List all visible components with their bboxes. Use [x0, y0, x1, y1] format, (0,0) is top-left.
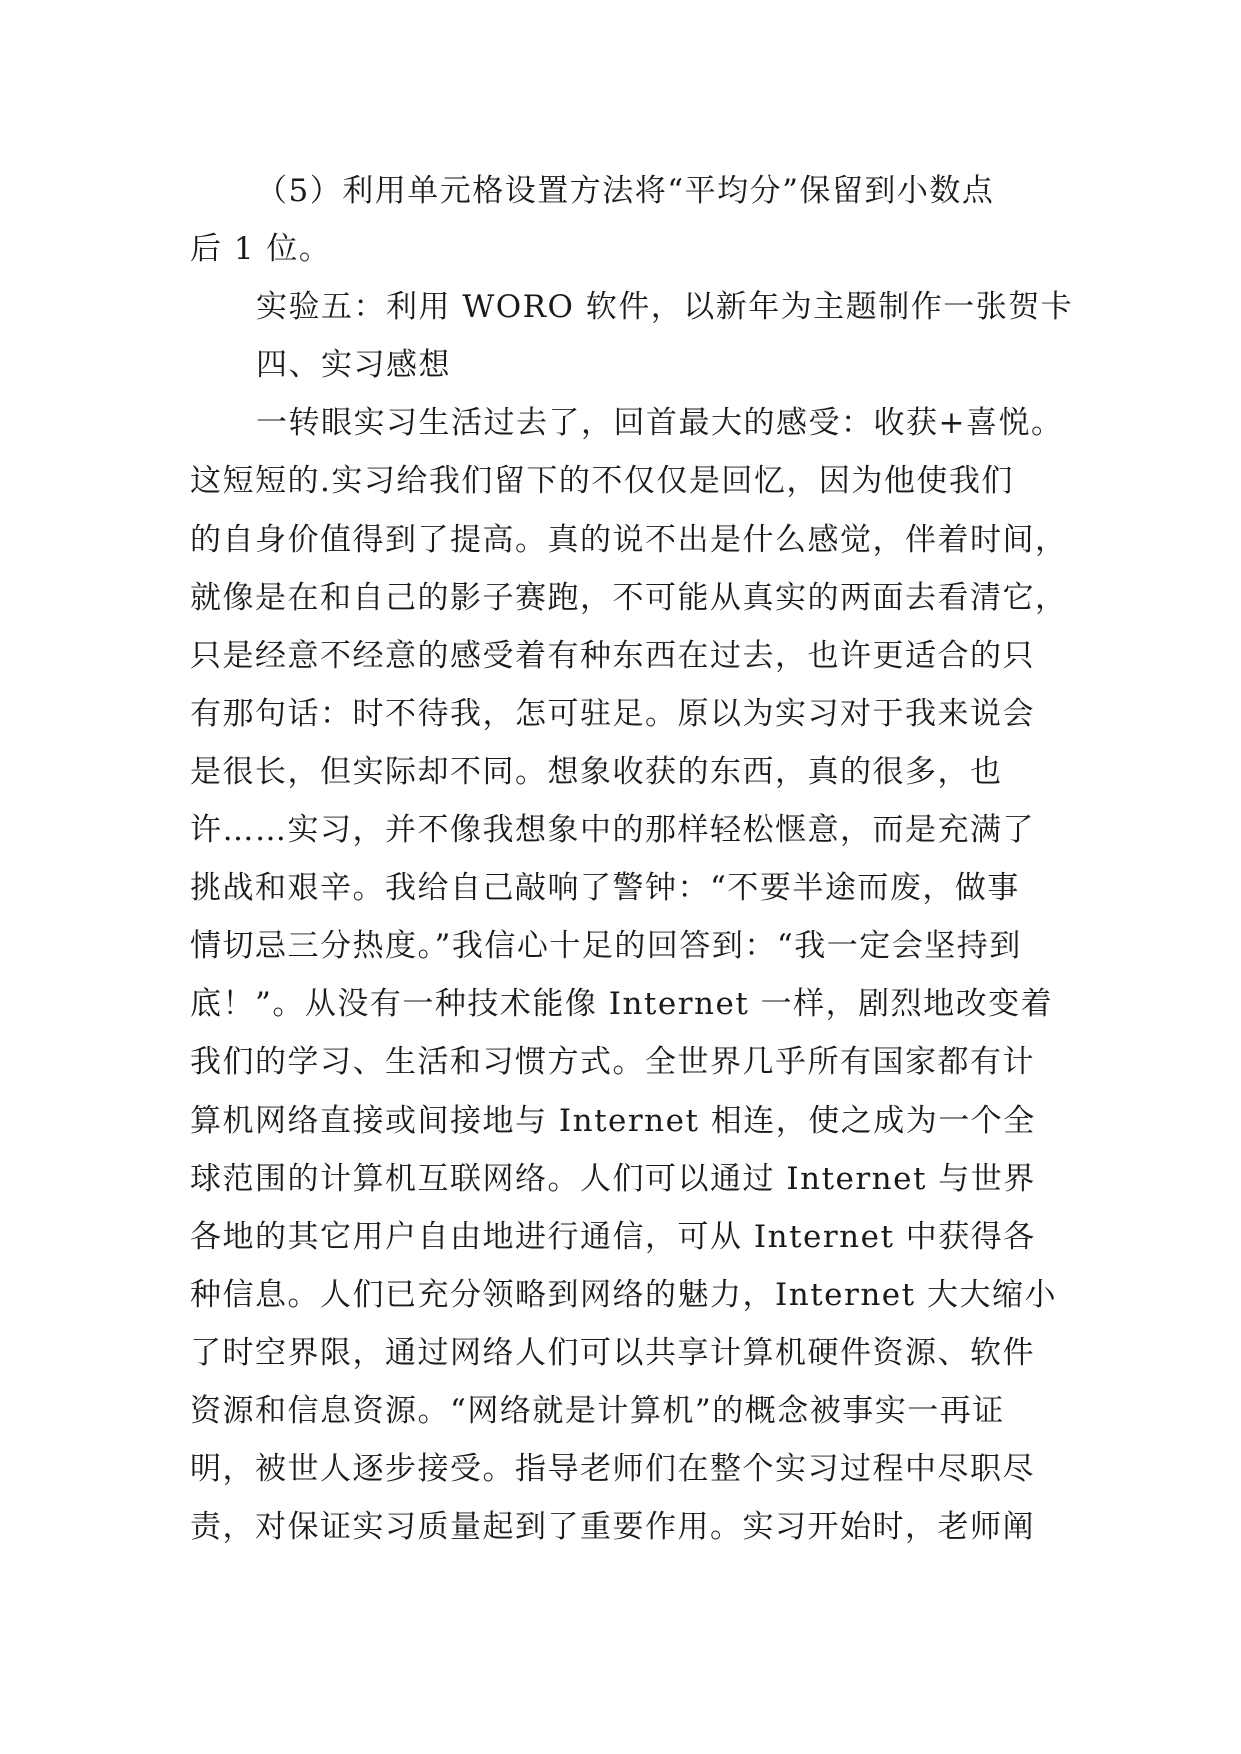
body-line: 是很长，但实际却不同。想象收获的东西，真的很多，也: [190, 753, 1003, 790]
body-line: 一转眼实习生活过去了，回首最大的感受：收获+喜悦。: [256, 405, 1064, 442]
body-line: 资源和信息资源。“网络就是计算机”的概念被事实一再证: [190, 1392, 1005, 1429]
body-line: 各地的其它用户自由地进行通信，可从 Internet 中获得各: [190, 1218, 1036, 1255]
paragraph-item-5-line-1: （5）利用单元格设置方法将“平均分”保留到小数点: [256, 173, 995, 209]
body-line: 我们的学习、生活和习惯方式。全世界几乎所有国家都有计: [190, 1044, 1035, 1081]
body-line: 就像是在和自己的影子赛跑，不可能从真实的两面去看清它，: [190, 579, 1068, 616]
section-heading: 四、实习感想: [256, 347, 451, 384]
body-line: 底！”。从没有一种技术能像 Internet 一样，剧烈地改变着: [190, 986, 1054, 1023]
body-line: 这短短的.实习给我们留下的不仅仅是回忆，因为他使我们: [190, 463, 1014, 500]
body-line: 有那句话：时不待我，怎可驻足。原以为实习对于我来说会: [190, 695, 1035, 732]
body-line: 了时空界限，通过网络人们可以共享计算机硬件资源、软件: [190, 1334, 1035, 1371]
body-line: 只是经意不经意的感受着有种东西在过去，也许更适合的只: [190, 637, 1035, 674]
experiment-five-line: 实验五：利用 WORO 软件，以新年为主题制作一张贺卡: [256, 289, 1074, 326]
body-line: 挑战和艰辛。我给自己敲响了警钟：“不要半途而废，做事: [190, 870, 1020, 907]
body-line: 许……实习，并不像我想象中的那样轻松惬意，而是充满了: [190, 812, 1035, 849]
body-line: 算机网络直接或间接地与 Internet 相连，使之成为一个全: [190, 1102, 1036, 1139]
body-line: 责，对保证实习质量起到了重要作用。实习开始时，老师阐: [190, 1509, 1035, 1546]
body-line: 种信息。人们已充分领略到网络的魅力，Internet 大大缩小: [190, 1276, 1057, 1313]
paragraph-item-5-line-2: 后 1 位。: [190, 231, 332, 268]
body-line: 的自身价值得到了提高。真的说不出是什么感觉，伴着时间，: [190, 521, 1068, 558]
body-line: 球范围的计算机互联网络。人们可以通过 Internet 与世界: [190, 1160, 1036, 1197]
body-line: 明，被世人逐步接受。指导老师们在整个实习过程中尽职尽: [190, 1451, 1035, 1488]
body-text: [190, 162, 1074, 1556]
body-line: 情切忌三分热度。”我信心十足的回答到：“我一定会坚持到: [190, 928, 1022, 965]
